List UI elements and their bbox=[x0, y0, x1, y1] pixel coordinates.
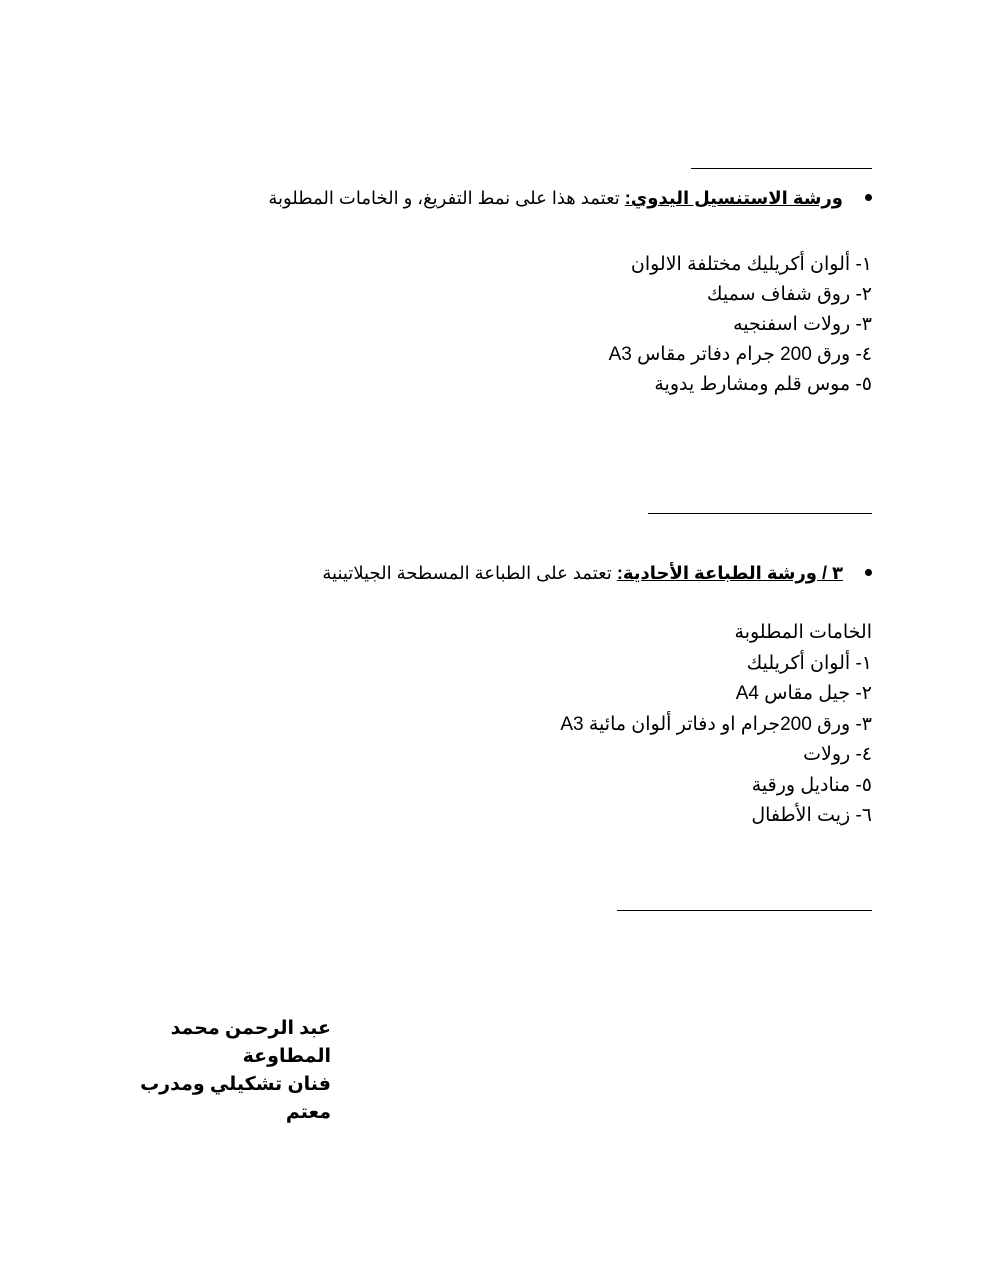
signature-block bbox=[116, 1015, 331, 1127]
list-item: ٥- مناديل ورقية bbox=[751, 774, 872, 796]
signature-name: عبد الرحمن محمد المطاوعة bbox=[170, 1018, 331, 1067]
section-monoprint-description: تعتمد على الطباعة المسطحة الجيلاتينية bbox=[322, 563, 617, 583]
separator-bottom bbox=[617, 910, 872, 911]
list-item: ٦- زيت الأطفال bbox=[751, 805, 872, 826]
list-item: ٤- ورق 200 جرام دفاتر مقاس A3 bbox=[608, 344, 872, 365]
section-monoprint-heading: ٣ / ورشة الطباعة الأحادية: bbox=[616, 563, 843, 583]
list-item: ٣- رولات اسفنجيه bbox=[733, 314, 872, 335]
materials-label: الخامات المطلوبة bbox=[734, 622, 872, 643]
bullet-icon bbox=[865, 569, 872, 576]
bullet-icon bbox=[865, 194, 872, 201]
section-monoprint-title bbox=[322, 563, 872, 584]
section-stencil-title bbox=[268, 188, 872, 209]
list-item: ١- ألوان أكريليك bbox=[746, 652, 872, 674]
separator-top bbox=[691, 168, 872, 169]
list-item: ٢- جيل مقاس A4 bbox=[735, 683, 872, 704]
section-monoprint-materials-list bbox=[560, 618, 872, 832]
list-item: ٢- روق شفاف سميك bbox=[706, 284, 872, 305]
list-item: ٤- رولات bbox=[803, 744, 872, 765]
list-item: ٣- ورق 200جرام او دفاتر ألوان مائية A3 bbox=[560, 713, 872, 735]
section-stencil-description: تعتمد هذا على نمط التفريغ، و الخامات المطلوبة bbox=[268, 188, 625, 208]
separator-middle bbox=[648, 513, 872, 514]
list-item: ١- ألوان أكريليك مختلفة الالوان bbox=[630, 254, 872, 275]
list-item: ٥- موس قلم ومشارط يدوية bbox=[654, 374, 872, 395]
section-stencil-heading: ورشة الاستنسيل اليدوي: bbox=[624, 188, 843, 208]
signature-title: فنان تشكيلي ومدرب معتم bbox=[140, 1074, 331, 1123]
section-stencil-materials-list bbox=[609, 250, 872, 400]
